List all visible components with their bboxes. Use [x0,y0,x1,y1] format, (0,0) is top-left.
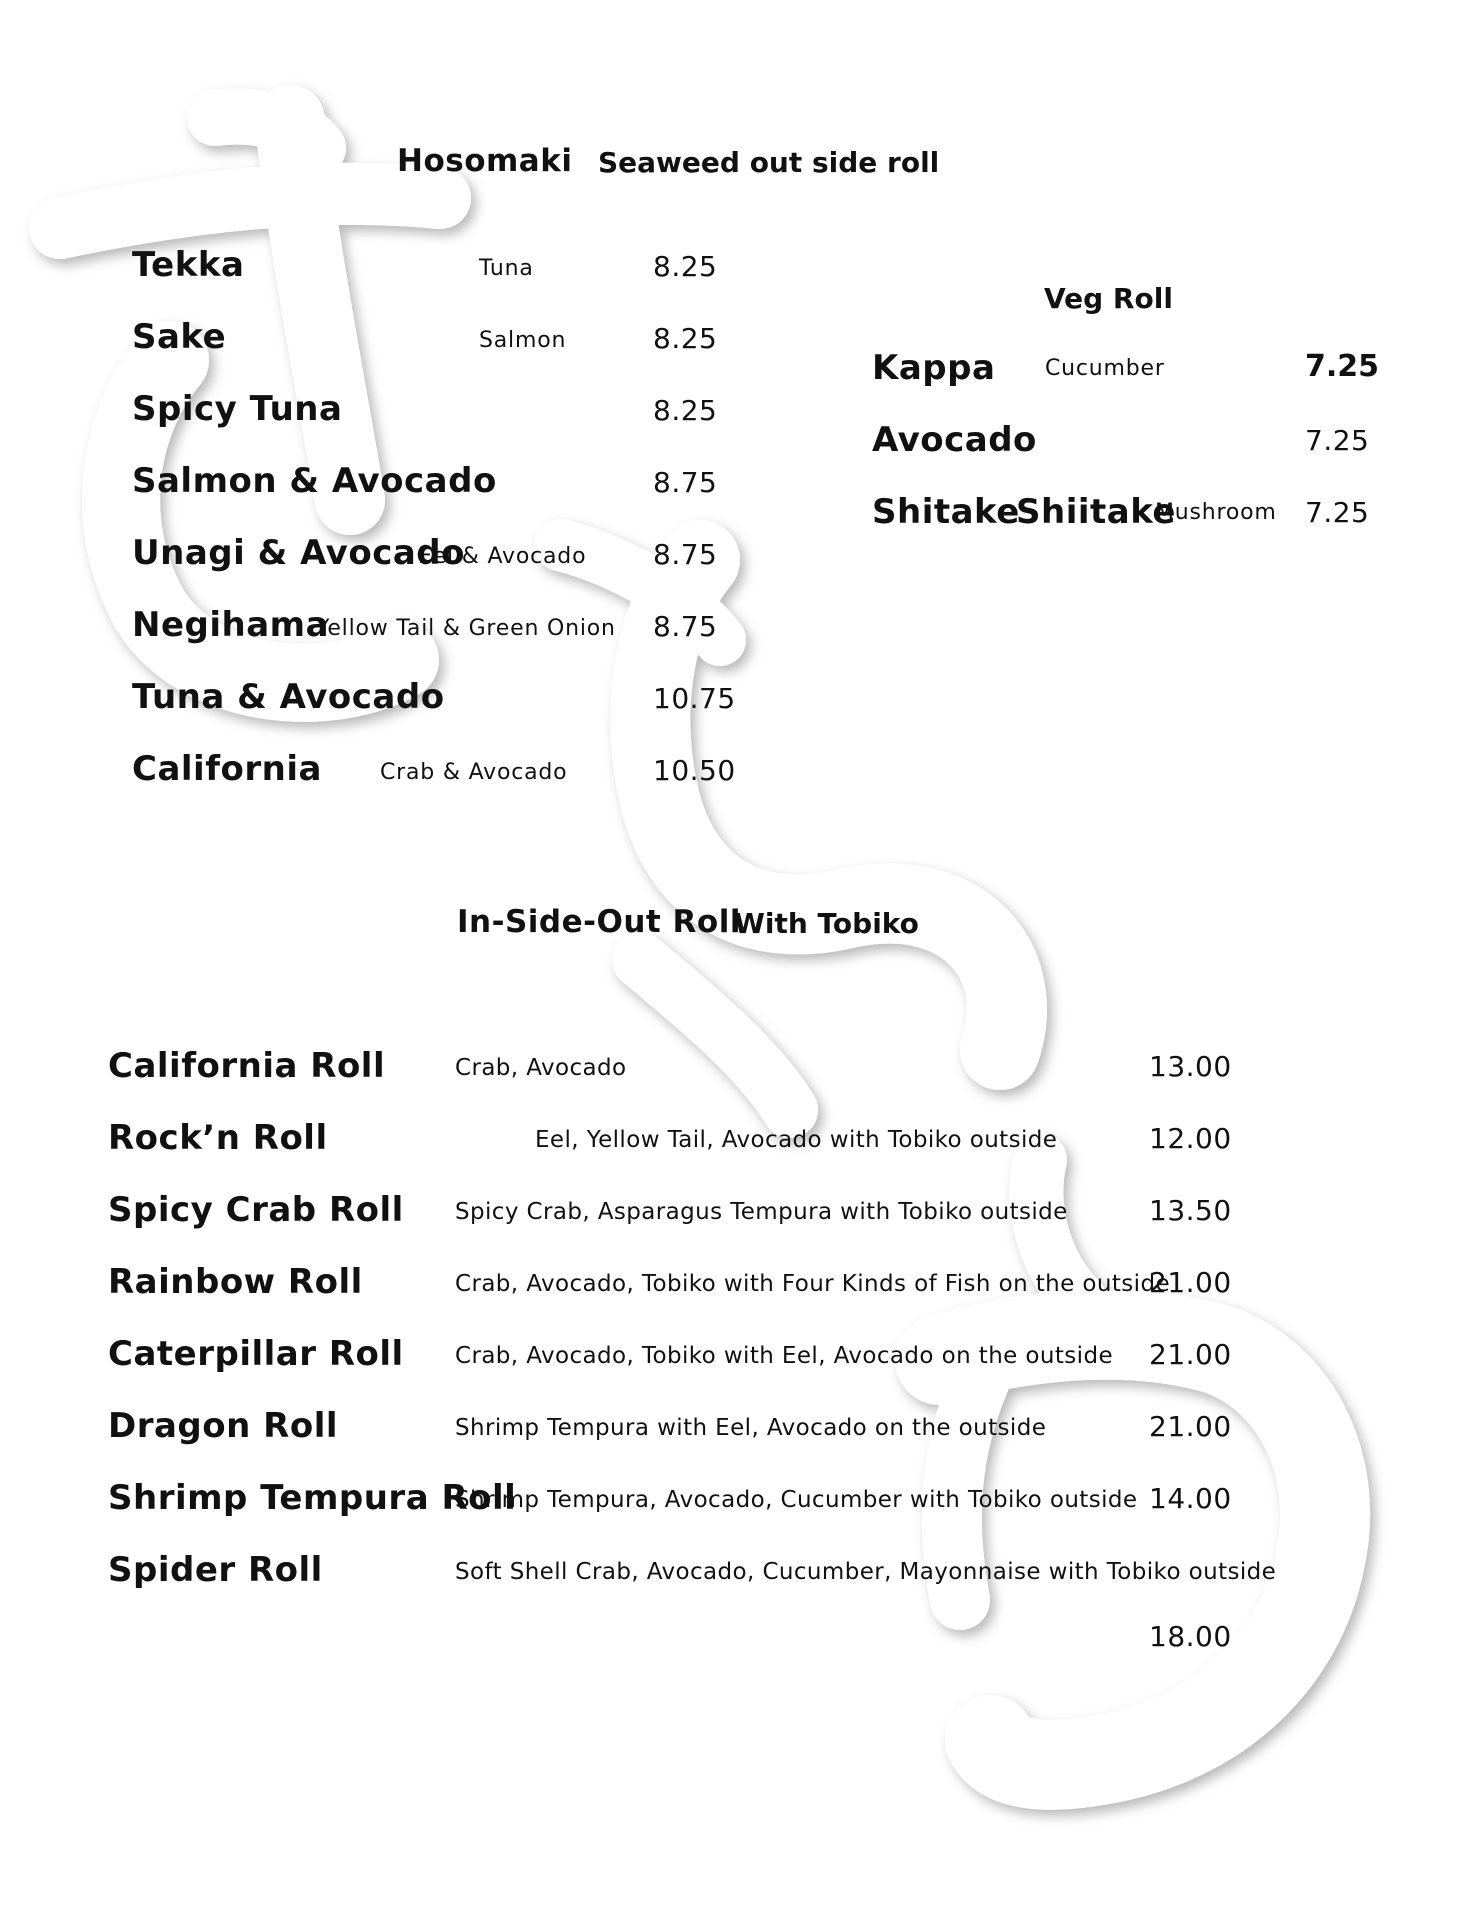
inside-out-item-price: 12.00 [1149,1122,1232,1155]
inside-out-item-name: Spider Roll [108,1550,323,1590]
inside-out-subtitle: With Tobiko [734,907,919,940]
inside-out-item-name: Rock’n Roll [108,1118,328,1158]
inside-out-item-desc: Crab, Avocado, Tobiko with Four Kinds of Fish on the outside [455,1271,1170,1297]
veg-item-desc: Cucumber [1045,356,1165,381]
hosomaki-item-desc: Tuna [479,256,534,281]
inside-out-item-price: 13.00 [1149,1050,1232,1083]
hosomaki-item-name: Sake [132,317,227,357]
hosomaki-item-name: Spicy Tuna [132,389,343,429]
hosomaki-item-price: 8.75 [653,538,718,571]
hosomaki-subtitle: Seaweed out side roll [598,146,940,179]
hosomaki-item-desc: Salmon [479,328,567,353]
hosomaki-item-name: Salmon & Avocado [132,461,497,501]
veg-item-name: Kappa [872,348,996,388]
inside-out-item-desc: Shrimp Tempura, Avocado, Cucumber with Tobiko outside [455,1487,1138,1513]
veg-item-price: 7.25 [1305,496,1370,529]
inside-out-item-name: Spicy Crab Roll [108,1190,404,1230]
inside-out-item-price: 21.00 [1149,1266,1232,1299]
inside-out-item-name: Caterpillar Roll [108,1334,404,1374]
inside-out-item-desc: Soft Shell Crab, Avocado, Cucumber, Mayonnaise with Tobiko outside [455,1559,1277,1585]
hosomaki-item-desc: Eel & Avocado [418,544,587,569]
inside-out-item-desc: Eel, Yellow Tail, Avocado with Tobiko outside [535,1127,1058,1153]
hosomaki-item-name: Unagi & Avocado [132,533,465,573]
hosomaki-item-name: Tekka [132,245,245,285]
inside-out-item-name: California Roll [108,1046,386,1086]
hosomaki-item-name: Tuna & Avocado [132,677,445,717]
hosomaki-item-price: 8.25 [653,394,718,427]
inside-out-item-name: Shrimp Tempura Roll [108,1478,517,1518]
inside-out-item-price: 13.50 [1149,1194,1232,1227]
veg-item-alt-name: Shiitake [1016,492,1176,532]
inside-out-item-desc: Crab, Avocado, Tobiko with Eel, Avocado on the outside [455,1343,1114,1369]
inside-out-item-desc: Crab, Avocado [455,1055,627,1081]
hosomaki-item-price: 8.75 [653,466,718,499]
inside-out-item-price: 21.00 [1149,1338,1232,1371]
inside-out-item-desc: Spicy Crab, Asparagus Tempura with Tobiko outside [455,1199,1068,1225]
hosomaki-item-name: California [132,749,322,789]
veg-item-name: Shitake [872,492,1020,532]
inside-out-item-name: Dragon Roll [108,1406,339,1446]
hosomaki-item-name: Negihama [132,605,330,645]
hosomaki-item-desc: Crab & Avocado [380,760,568,785]
veg-roll-title: Veg Roll [1044,282,1173,315]
hosomaki-item-price: 8.25 [653,250,718,283]
inside-out-item-price: 18.00 [1149,1620,1232,1653]
veg-item-price: 7.25 [1305,424,1370,457]
inside-out-title: In-Side-Out Roll [457,904,741,940]
inside-out-item-price: 21.00 [1149,1410,1232,1443]
inside-out-item-name: Rainbow Roll [108,1262,363,1302]
veg-item-name: Avocado [872,420,1037,460]
inside-out-item-desc: Shrimp Tempura with Eel, Avocado on the outside [455,1415,1047,1441]
hosomaki-item-desc: Yellow Tail & Green Onion [316,616,616,641]
hosomaki-item-price: 10.50 [653,754,736,787]
hosomaki-item-price: 8.25 [653,322,718,355]
inside-out-item-price: 14.00 [1149,1482,1232,1515]
hosomaki-title: Hosomaki [397,143,573,179]
veg-item-desc: Mushroom [1155,500,1277,525]
veg-item-price: 7.25 [1305,349,1380,384]
hosomaki-item-price: 8.75 [653,610,718,643]
hosomaki-item-price: 10.75 [653,682,736,715]
